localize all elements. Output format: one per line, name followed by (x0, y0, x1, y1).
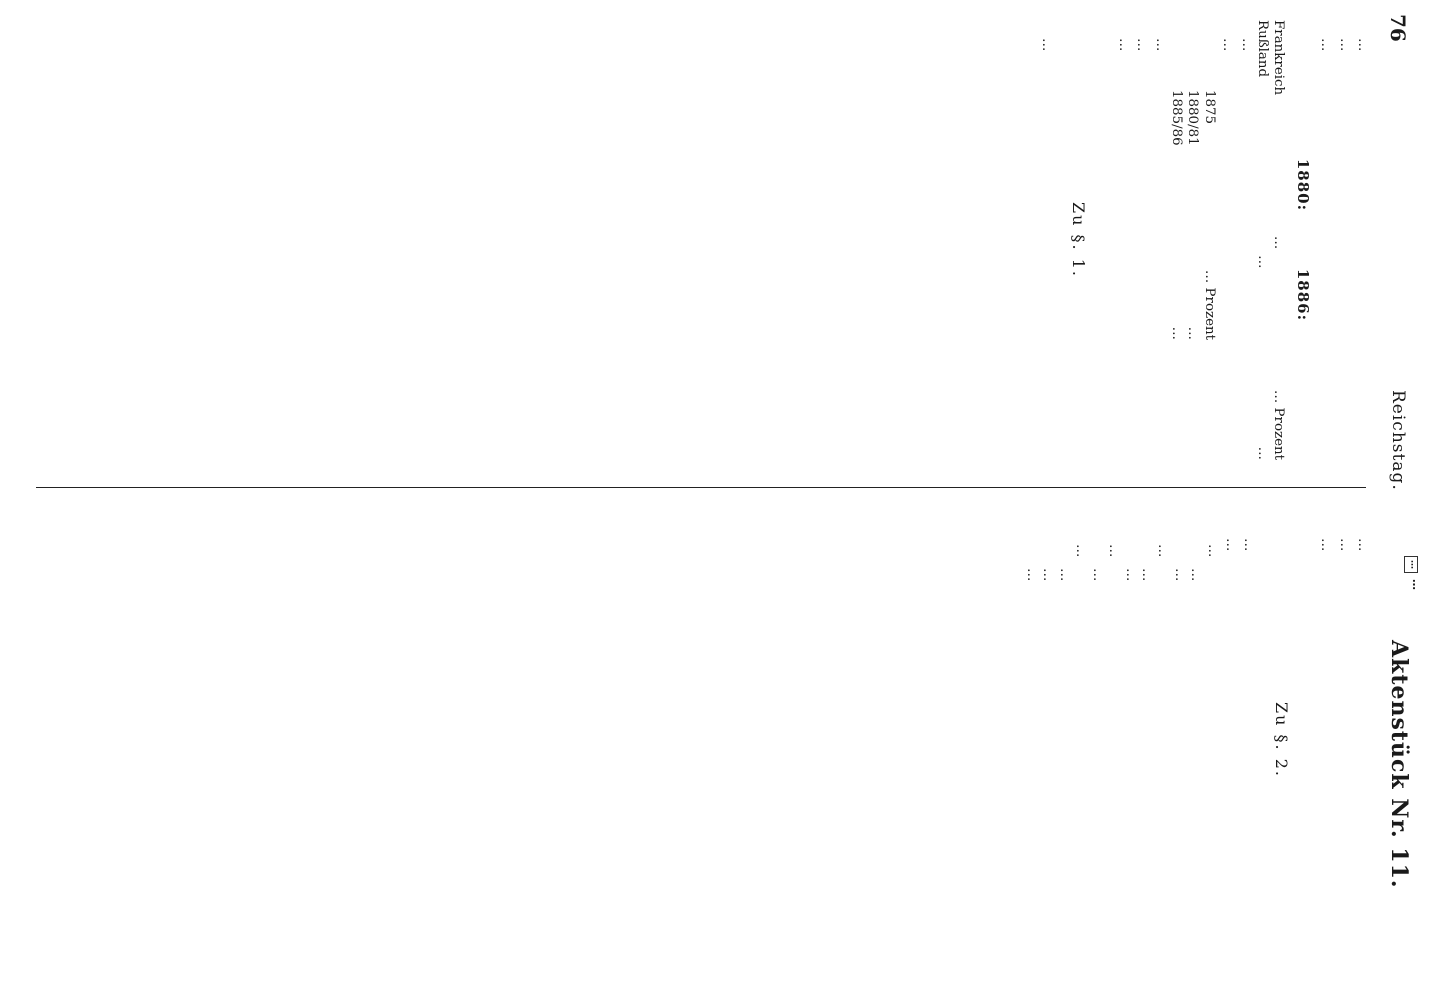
list-item: … (1171, 568, 1187, 582)
right-column (30, 520, 1370, 960)
header-title: Reichstag. (1388, 390, 1408, 491)
paragraph: … (1318, 538, 1334, 552)
paragraph: … (1134, 38, 1150, 52)
paragraph: … (1238, 38, 1254, 52)
document-number: Aktenstück Nr. 11. (1386, 640, 1412, 889)
section-heading: Zu §. 2. (1271, 702, 1291, 778)
dfg-logo-icon: … (1404, 556, 1418, 573)
paragraph: … (1220, 38, 1236, 52)
list-item: … (1056, 568, 1072, 582)
stat-row: Frankreich … … Prozent (1271, 20, 1287, 460)
page-number: 76 (1386, 14, 1410, 42)
stat-row: Rußland … … (1254, 20, 1270, 460)
paragraph: … (1355, 38, 1370, 52)
paragraph: … (1222, 538, 1238, 552)
list-item: … (1040, 568, 1056, 582)
paragraph: … (1318, 38, 1334, 52)
section-heading: Zu §. 1. (1069, 202, 1089, 278)
paragraph: … (1038, 38, 1054, 52)
paragraph: … (1152, 38, 1168, 52)
list-item: … (1204, 544, 1220, 558)
list-item: … (1188, 568, 1204, 582)
list-item: … (1138, 568, 1154, 582)
paragraph: … (1336, 38, 1352, 52)
list-item: … (1122, 568, 1138, 582)
paragraph: … (1241, 538, 1257, 552)
paragraph: … (1355, 538, 1370, 552)
column-divider (36, 487, 1366, 488)
paragraph: … (1115, 38, 1131, 52)
stat-row: 1885/86 … (1168, 90, 1184, 340)
paragraph: … (1336, 538, 1352, 552)
list-item: … (1073, 544, 1089, 558)
year-heading: 1880: 1886: (1293, 158, 1312, 322)
list-item: … (1089, 568, 1105, 582)
left-column (30, 20, 1370, 460)
stat-row: 1875 … Prozent (1201, 90, 1217, 340)
list-item: … (1155, 544, 1171, 558)
digitization-note: … … (1400, 190, 1422, 590)
stat-row: 1880/81 … (1185, 90, 1201, 340)
list-item: … (1024, 568, 1040, 582)
list-item: … (1106, 544, 1122, 558)
